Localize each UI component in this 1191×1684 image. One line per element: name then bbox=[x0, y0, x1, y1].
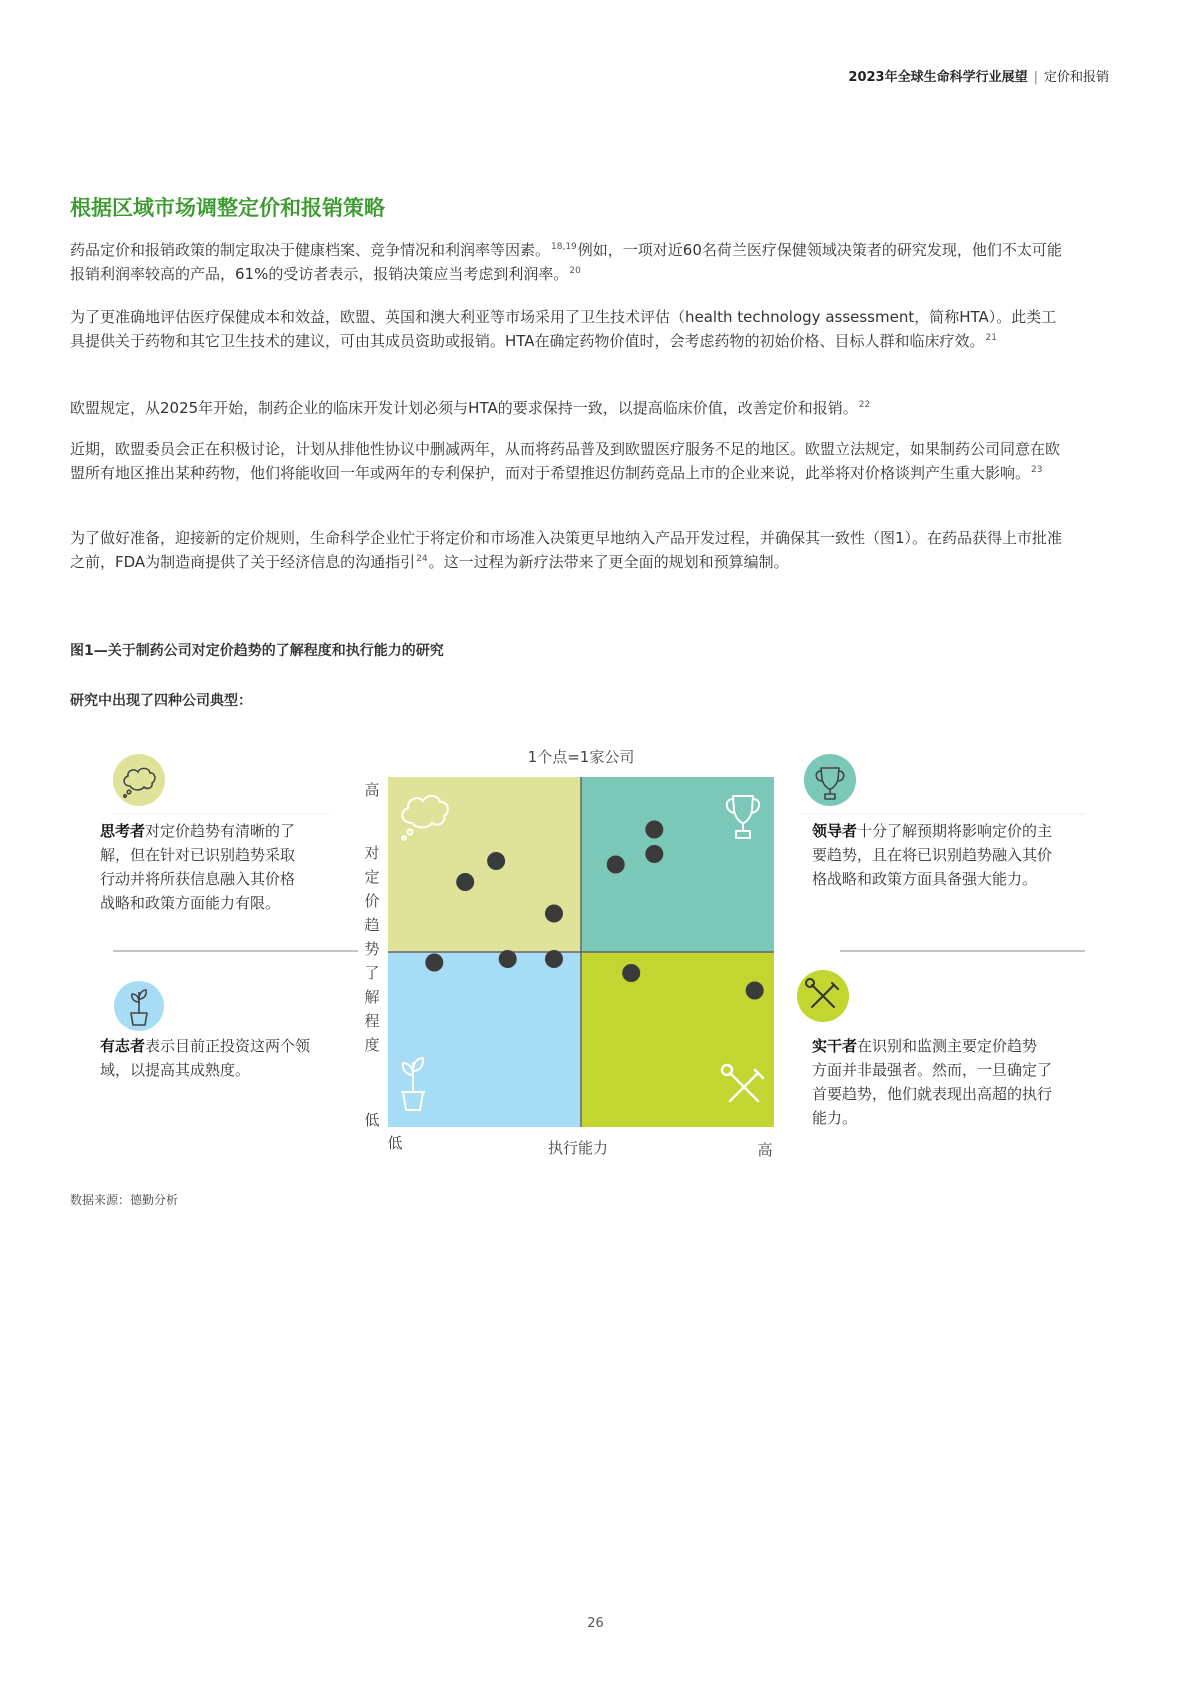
x-axis-high-label: 高 bbox=[757, 1141, 773, 1159]
paragraph-1 bbox=[70, 238, 1070, 286]
y-axis-label-char: 对 bbox=[364, 844, 380, 862]
y-axis-label-char: 度 bbox=[364, 1036, 380, 1054]
paragraph-5 bbox=[70, 526, 1070, 574]
paragraph-1-text-b: 例如，一项对近60名荷兰医疗保健领域决策者的研究发现，他们不太可能报销利润率较高的产品，61%的受访者表示，报销决策应当考虑到利润率。 bbox=[70, 241, 1062, 283]
aspirers-desc-line-1: 表示目前正投资这两个领 bbox=[145, 1037, 311, 1055]
paragraph-3-text: 欧盟规定，从2025年开始，制药企业的临床开发计划必须与HTA的要求保持一致，以提高临床价值，改善定价和报销。 bbox=[70, 399, 858, 417]
paragraph-1-text-a: 药品定价和报销政策的制定取决于健康档案、竞争情况和利润率等因素。 bbox=[70, 241, 551, 259]
doers-desc-line-2: 方面并非最强者。然而，一旦确定了 bbox=[812, 1061, 1053, 1079]
chart-point-6 bbox=[645, 821, 663, 839]
thinkers-desc-line-1: 对定价趋势有清晰的了 bbox=[145, 822, 296, 840]
chart-point-3 bbox=[545, 905, 563, 923]
source-note: 数据来源：德勤分析 bbox=[70, 1193, 179, 1207]
aspirers-desc-line-2: 域，以提高其成熟度。 bbox=[100, 1061, 251, 1079]
paragraph-5-ref: 24 bbox=[416, 554, 428, 564]
doers-desc-line-3: 首要趋势，他们就表现出高超的执行 bbox=[812, 1085, 1053, 1103]
quadrant-chart bbox=[0, 740, 1191, 1180]
paragraph-3-ref: 22 bbox=[858, 400, 871, 410]
persona-thinkers bbox=[100, 754, 330, 912]
paragraph-1-ref-a: 18,19 bbox=[551, 242, 577, 252]
y-axis-label bbox=[364, 844, 379, 1054]
y-axis-label-char: 定 bbox=[364, 868, 380, 886]
leaders-desc-line-2: 要趋势，且在将已识别趋势融入其价 bbox=[812, 846, 1053, 864]
doers-desc-line-4: 能力。 bbox=[812, 1109, 858, 1127]
svg-text:实干者在识别和监测主要定价趋势 方面并非最强者。 bbox=[812, 1037, 1057, 1127]
chart-point-8 bbox=[499, 950, 517, 968]
leaders-desc-line-3: 格战略和政策方面具备强大能力。 bbox=[812, 870, 1038, 888]
x-axis-label: 执行能力 bbox=[547, 1139, 609, 1157]
persona-doers bbox=[797, 970, 1057, 1127]
paragraph-2-ref: 21 bbox=[985, 333, 997, 343]
persona-aspirers bbox=[100, 981, 315, 1079]
paragraph-4-text: 近期，欧盟委员会正在积极讨论，计划从排他性协议中删减两年，从而将药品普及到欧盟医疗服务不足的地区。欧盟立法规定，如果制药公司同意在欧盟所有地区推出某种药物，他们将能收回一年或两年的专利保护，而对于希望推迟仿制药竞品上市的企业来说，此举将对价格谈判产生重大影响。 bbox=[70, 440, 1061, 482]
paragraph-5-text-a: 为了做好准备，迎接新的定价规则，生命科学企业忙于将定价和市场准入决策更早地纳入产品开发过程，并确保其一致性（图1）。在药品获得上市批准之前，FDA为制造商提供了关于经济信息的沟通指引 bbox=[70, 529, 1063, 571]
paragraph-2-text: 为了更准确地评估医疗保健成本和效益，欧盟、英国和澳大利亚等市场采用了卫生技术评估（health technology assessment，简称HTA）。此类工具提供关于药物和其它卫生技术的建议，可由其成员资助或报销。HTA在确定药物价值时，会考虑药物的初始价格、目标人群和临床疗效。 bbox=[70, 308, 1057, 350]
thinkers-icon-badge bbox=[113, 754, 165, 806]
chart-title: 1个点=1家公司 bbox=[527, 748, 635, 766]
paragraph-4-ref: 23 bbox=[1031, 465, 1043, 475]
chart-point-1 bbox=[456, 873, 474, 891]
persona-leaders bbox=[802, 754, 1085, 888]
paragraph-1-ref-b: 20 bbox=[569, 266, 581, 276]
thinkers-desc-line-3: 行动并将所获信息融入其价格 bbox=[100, 870, 296, 888]
page-number: 26 bbox=[587, 1616, 604, 1631]
y-axis-label-char: 趋 bbox=[364, 916, 380, 934]
chart-point-11 bbox=[746, 982, 764, 1000]
header-separator: | bbox=[1033, 70, 1038, 85]
aspirers-name: 有志者 bbox=[100, 1037, 146, 1055]
paragraph-3 bbox=[70, 396, 1070, 420]
y-axis-label-char: 价 bbox=[364, 892, 380, 910]
doers-desc-line-1: 在识别和监测主要定价趋势 bbox=[857, 1037, 1038, 1055]
figure-subcaption: 研究中出现了四种公司典型： bbox=[70, 693, 252, 709]
paragraph-5-text-b: 。这一过程为新疗法带来了更全面的规划和预算编制。 bbox=[428, 553, 789, 571]
svg-text:思考者对定价趋势有清晰的了 解，但在针对已识别趋 bbox=[100, 822, 300, 912]
y-axis-low-label: 低 bbox=[364, 1111, 380, 1129]
y-axis-label-char: 解 bbox=[364, 988, 380, 1006]
chart-point-4 bbox=[607, 856, 625, 874]
figure-caption: 图1—关于制药公司对定价趋势的了解程度和执行能力的研究 bbox=[70, 643, 444, 659]
chart-point-9 bbox=[545, 950, 563, 968]
chart-point-10 bbox=[622, 964, 640, 982]
thinkers-desc-line-2: 解，但在针对已识别趋势采取 bbox=[100, 846, 296, 864]
quadrant-aspirers bbox=[388, 952, 581, 1127]
svg-text:领导者十分了解预期将影响定价的主 要趋势，且在将 bbox=[811, 822, 1057, 888]
paragraph-4 bbox=[70, 437, 1070, 485]
doers-name: 实干者 bbox=[812, 1037, 858, 1055]
quadrant-thinkers bbox=[388, 777, 581, 952]
paragraph-2 bbox=[70, 305, 1070, 353]
running-header bbox=[848, 66, 1109, 85]
chart-point-2 bbox=[487, 852, 505, 870]
y-axis-label-char: 势 bbox=[364, 940, 380, 958]
leaders-desc-line-1: 十分了解预期将影响定价的主 bbox=[857, 822, 1053, 840]
report-title: 2023年全球生命科学行业展望 bbox=[848, 70, 1028, 85]
svg-text:有志者表示目前正投资这两个领 域，以提高其成熟度 bbox=[100, 1037, 315, 1079]
chart-point-5 bbox=[645, 845, 663, 863]
thinkers-name: 思考者 bbox=[100, 822, 146, 840]
y-axis-high-label: 高 bbox=[364, 781, 380, 799]
x-axis-low-label: 低 bbox=[387, 1134, 403, 1152]
y-axis-label-char: 了 bbox=[364, 964, 380, 982]
header-section: 定价和报销 bbox=[1043, 70, 1109, 85]
y-axis-label-char: 程 bbox=[364, 1012, 380, 1030]
chart-point-7 bbox=[425, 954, 443, 972]
leaders-name: 领导者 bbox=[812, 822, 858, 840]
section-title: 根据区域市场调整定价和报销策略 bbox=[70, 196, 385, 220]
thinkers-desc-line-4: 战略和政策方面能力有限。 bbox=[100, 894, 281, 912]
quadrant-doers bbox=[581, 952, 774, 1127]
